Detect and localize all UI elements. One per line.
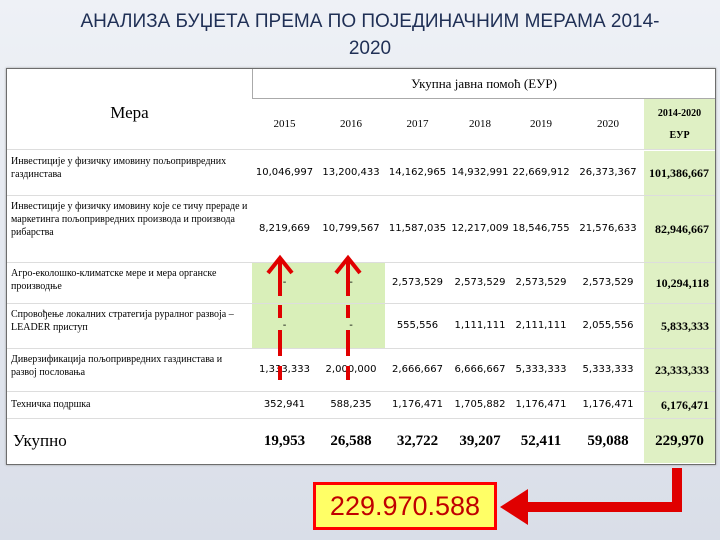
value-cell: 1,333,333 (259, 364, 310, 375)
value-cell: 8,219,669 (259, 223, 310, 234)
value-cell: 1,111,111 (454, 320, 506, 331)
value-cell: 18,546,755 (512, 223, 570, 234)
value-cell: 2,111,111 (515, 320, 567, 331)
value-cell: 588,235 (330, 399, 372, 410)
value-cell: 14,932,991 (451, 167, 509, 178)
value-cell: 21,576,633 (579, 223, 637, 234)
year-header: 2015 (273, 118, 296, 130)
value-cell: 2,055,556 (582, 320, 634, 331)
measure-label: Агро-еколошко-климатске мере и мера органске производње (11, 268, 217, 292)
value-cell: 22,669,912 (512, 167, 570, 178)
value-cell: 6,666,667 (454, 364, 506, 375)
measure-label-text: Спровођење локалних стратегија руралног развоја – LEADER приступ (11, 309, 234, 333)
value-cell: 5,333,333 (582, 364, 634, 375)
value-cell: - (252, 304, 317, 348)
measure-label: Диверзификација пољопривредних газдинстава и развој пословања (11, 354, 223, 378)
sum-value: 19,953 (263, 433, 306, 449)
row-total: 10,294,118 (644, 263, 715, 303)
value-cell: 13,200,433 (322, 167, 380, 178)
row-total: 6,176,471 (644, 392, 715, 418)
sum-value: 59,088 (587, 433, 629, 449)
sum-value: 52,411 (520, 433, 562, 449)
value-cell: 26,373,367 (579, 167, 637, 178)
return-arrow-icon (500, 468, 682, 525)
sum-total: 229,970 (644, 419, 715, 463)
value-cell: 2,573,529 (454, 277, 506, 288)
value-cell: 1,176,471 (392, 399, 443, 410)
value-cell: 2,573,529 (515, 277, 567, 288)
sum-label: Укупно (13, 431, 67, 450)
value-cell: 2,573,529 (392, 277, 443, 288)
value-cell: 11,587,035 (388, 223, 447, 234)
value-cell: 1,176,471 (515, 399, 567, 410)
row-total: 82,946,667 (644, 196, 715, 262)
header-total-public-aid: Укупна јавна помоћ (ЕУР) (252, 69, 715, 99)
sum-value: 32,722 (396, 433, 439, 449)
sum-value: 26,588 (330, 433, 372, 449)
value-cell: 14,162,965 (388, 167, 447, 178)
value-cell: 555,556 (396, 320, 439, 331)
value-cell: 2,000,000 (325, 364, 377, 375)
page-title: АНАЛИЗА БУЏЕТА ПРЕМА ПО ПОЈЕДИНАЧНИМ МЕРАМА 2014-2020 (80, 11, 660, 59)
total-column-years: 2014-2020 (657, 108, 702, 119)
value-cell: 10,046,997 (255, 167, 314, 178)
year-header: 2020 (597, 118, 619, 130)
value-cell: 352,941 (263, 399, 306, 410)
measure-label: Инвестиције у физичку имовину које се тичу прераде и маркетинга пољопривредних производа и производа рибарства (11, 201, 248, 238)
dashed-up-arrow-icon (268, 258, 292, 380)
year-header: 2016 (340, 118, 362, 130)
grand-total-box: 229.970.588 (313, 482, 497, 530)
value-cell: - (317, 263, 385, 303)
row-total: 101,386,667 (644, 151, 715, 195)
value-cell: 2,573,529 (582, 277, 634, 288)
total-column-unit: ЕУР (669, 130, 690, 141)
value-cell: 1,176,471 (582, 399, 634, 410)
value-cell: - (252, 263, 317, 303)
value-cell: 2,666,667 (392, 364, 443, 375)
year-header: 2017 (406, 118, 429, 130)
value-cell: 5,333,333 (515, 364, 567, 375)
year-header: 2018 (469, 118, 491, 130)
value-cell: - (317, 304, 385, 348)
row-total: 23,333,333 (644, 349, 715, 391)
dashed-up-arrow-icon (336, 258, 360, 380)
value-cell: 12,217,009 (451, 223, 509, 234)
year-header: 2019 (530, 118, 552, 130)
value-cell: 1,705,882 (454, 399, 506, 410)
header-measure: Мера (110, 103, 149, 122)
sum-value: 39,207 (459, 433, 501, 449)
row-total: 5,833,333 (644, 304, 715, 348)
measure-label: Техничка подршка (11, 399, 91, 410)
measure-label: Инвестиције у физичку имовину пољопривредних газдинстава (11, 156, 227, 180)
value-cell: 10,799,567 (322, 223, 380, 234)
